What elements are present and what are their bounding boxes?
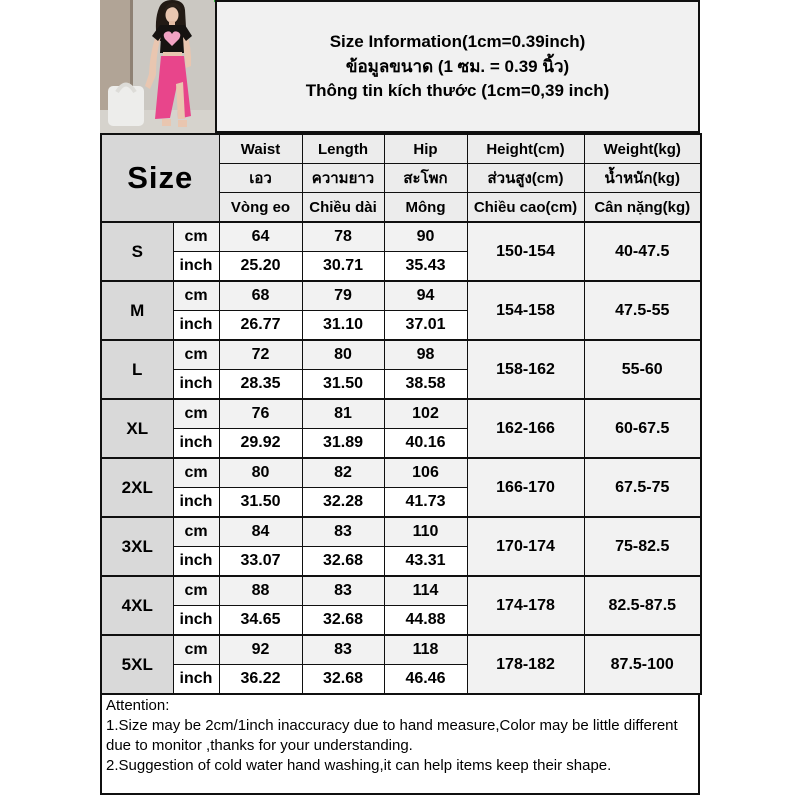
size-label: 3XL bbox=[101, 517, 173, 576]
unit-label-inch: inch bbox=[173, 370, 219, 400]
length-cm-value: 81 bbox=[302, 399, 384, 429]
col-hip-vi: Mông bbox=[384, 193, 467, 223]
weight-range: 67.5-75 bbox=[584, 458, 701, 517]
weight-range: 82.5-87.5 bbox=[584, 576, 701, 635]
unit-label-cm: cm bbox=[173, 517, 219, 547]
height-range: 178-182 bbox=[467, 635, 584, 694]
size-info-title-en: Size Information(1cm=0.39inch) bbox=[329, 32, 586, 52]
size-info-title-th: ข้อมูลขนาด (1 ซม. = 0.39 นิ้ว) bbox=[345, 56, 570, 76]
waist-cm-value: 84 bbox=[219, 517, 302, 547]
size-chart-content bbox=[100, 133, 700, 795]
waist-inch-value: 26.77 bbox=[219, 311, 302, 341]
height-range: 174-178 bbox=[467, 576, 584, 635]
size-label: XL bbox=[101, 399, 173, 458]
height-range: 162-166 bbox=[467, 399, 584, 458]
unit-label-cm: cm bbox=[173, 222, 219, 252]
weight-range: 75-82.5 bbox=[584, 517, 701, 576]
col-weight-vi: Cân nặng(kg) bbox=[584, 193, 701, 223]
size-table-body bbox=[101, 222, 701, 694]
weight-range: 60-67.5 bbox=[584, 399, 701, 458]
unit-label-cm: cm bbox=[173, 458, 219, 488]
table-row-cm bbox=[101, 281, 701, 311]
weight-range: 87.5-100 bbox=[584, 635, 701, 694]
table-row-cm bbox=[101, 340, 701, 370]
unit-label-cm: cm bbox=[173, 281, 219, 311]
col-length-en: Length bbox=[302, 134, 384, 164]
unit-label-cm: cm bbox=[173, 576, 219, 606]
hip-cm-value: 98 bbox=[384, 340, 467, 370]
product-photo bbox=[100, 0, 215, 133]
table-row-cm bbox=[101, 458, 701, 488]
length-cm-value: 83 bbox=[302, 517, 384, 547]
col-waist-th: เอว bbox=[219, 164, 302, 193]
col-length-vi: Chiều dài bbox=[302, 193, 384, 223]
hip-cm-value: 110 bbox=[384, 517, 467, 547]
col-weight-th: น้ำหนัก(kg) bbox=[584, 164, 701, 193]
unit-label-cm: cm bbox=[173, 399, 219, 429]
waist-inch-value: 25.20 bbox=[219, 252, 302, 282]
unit-label-inch: inch bbox=[173, 547, 219, 577]
unit-label-cm: cm bbox=[173, 340, 219, 370]
length-inch-value: 32.68 bbox=[302, 547, 384, 577]
hip-cm-value: 118 bbox=[384, 635, 467, 665]
size-table-header bbox=[101, 134, 701, 222]
waist-inch-value: 34.65 bbox=[219, 606, 302, 636]
length-cm-value: 83 bbox=[302, 576, 384, 606]
col-waist-en: Waist bbox=[219, 134, 302, 164]
attention-line-2: 2.Suggestion of cold water hand washing,it can help items keep their shape. bbox=[106, 757, 612, 775]
attention-box bbox=[100, 693, 700, 795]
length-inch-value: 32.68 bbox=[302, 606, 384, 636]
length-inch-value: 32.68 bbox=[302, 665, 384, 695]
size-label: 5XL bbox=[101, 635, 173, 694]
length-cm-value: 78 bbox=[302, 222, 384, 252]
hip-inch-value: 44.88 bbox=[384, 606, 467, 636]
col-weight-en: Weight(kg) bbox=[584, 134, 701, 164]
hip-inch-value: 41.73 bbox=[384, 488, 467, 518]
length-cm-value: 80 bbox=[302, 340, 384, 370]
hip-inch-value: 43.31 bbox=[384, 547, 467, 577]
header-row-en bbox=[101, 134, 701, 164]
hip-cm-value: 114 bbox=[384, 576, 467, 606]
height-range: 158-162 bbox=[467, 340, 584, 399]
col-hip-en: Hip bbox=[384, 134, 467, 164]
waist-inch-value: 31.50 bbox=[219, 488, 302, 518]
length-inch-value: 31.10 bbox=[302, 311, 384, 341]
table-row-cm bbox=[101, 635, 701, 665]
waist-cm-value: 68 bbox=[219, 281, 302, 311]
height-range: 166-170 bbox=[467, 458, 584, 517]
table-row-cm bbox=[101, 222, 701, 252]
size-info-header bbox=[215, 0, 700, 133]
size-column-title: Size bbox=[101, 134, 219, 222]
weight-range: 55-60 bbox=[584, 340, 701, 399]
length-cm-value: 79 bbox=[302, 281, 384, 311]
length-cm-value: 83 bbox=[302, 635, 384, 665]
attention-line-1: 1.Size may be 2cm/1inch inaccuracy due to hand measure,Color may be little different due to monitor ,thanks for your understanding. bbox=[106, 717, 678, 755]
height-range: 170-174 bbox=[467, 517, 584, 576]
size-label: S bbox=[101, 222, 173, 281]
waist-cm-value: 92 bbox=[219, 635, 302, 665]
size-label: 2XL bbox=[101, 458, 173, 517]
table-row-cm bbox=[101, 517, 701, 547]
hip-cm-value: 90 bbox=[384, 222, 467, 252]
col-height-th: ส่วนสูง(cm) bbox=[467, 164, 584, 193]
hip-cm-value: 102 bbox=[384, 399, 467, 429]
waist-cm-value: 88 bbox=[219, 576, 302, 606]
col-length-th: ความยาว bbox=[302, 164, 384, 193]
hip-inch-value: 38.58 bbox=[384, 370, 467, 400]
unit-label-inch: inch bbox=[173, 311, 219, 341]
col-waist-vi: Vòng eo bbox=[219, 193, 302, 223]
waist-inch-value: 29.92 bbox=[219, 429, 302, 459]
length-cm-value: 82 bbox=[302, 458, 384, 488]
hip-cm-value: 94 bbox=[384, 281, 467, 311]
unit-label-cm: cm bbox=[173, 635, 219, 665]
size-label: 4XL bbox=[101, 576, 173, 635]
hip-inch-value: 46.46 bbox=[384, 665, 467, 695]
hip-inch-value: 35.43 bbox=[384, 252, 467, 282]
waist-cm-value: 72 bbox=[219, 340, 302, 370]
table-row-cm bbox=[101, 399, 701, 429]
waist-inch-value: 36.22 bbox=[219, 665, 302, 695]
attention-title: Attention: bbox=[106, 697, 170, 714]
hip-inch-value: 40.16 bbox=[384, 429, 467, 459]
waist-inch-value: 33.07 bbox=[219, 547, 302, 577]
weight-range: 40-47.5 bbox=[584, 222, 701, 281]
size-info-title-vi: Thông tin kích thước (1cm=0,39 inch) bbox=[305, 81, 610, 101]
unit-label-inch: inch bbox=[173, 488, 219, 518]
waist-cm-value: 76 bbox=[219, 399, 302, 429]
weight-range: 47.5-55 bbox=[584, 281, 701, 340]
unit-label-inch: inch bbox=[173, 606, 219, 636]
product-photo-illustration bbox=[100, 0, 215, 133]
length-inch-value: 32.28 bbox=[302, 488, 384, 518]
unit-label-inch: inch bbox=[173, 665, 219, 695]
col-height-en: Height(cm) bbox=[467, 134, 584, 164]
waist-cm-value: 64 bbox=[219, 222, 302, 252]
height-range: 150-154 bbox=[467, 222, 584, 281]
col-height-vi: Chiều cao(cm) bbox=[467, 193, 584, 223]
table-row-cm bbox=[101, 576, 701, 606]
waist-inch-value: 28.35 bbox=[219, 370, 302, 400]
hip-cm-value: 106 bbox=[384, 458, 467, 488]
waist-cm-value: 80 bbox=[219, 458, 302, 488]
size-label: L bbox=[101, 340, 173, 399]
length-inch-value: 31.89 bbox=[302, 429, 384, 459]
height-range: 154-158 bbox=[467, 281, 584, 340]
length-inch-value: 31.50 bbox=[302, 370, 384, 400]
length-inch-value: 30.71 bbox=[302, 252, 384, 282]
unit-label-inch: inch bbox=[173, 429, 219, 459]
hip-inch-value: 37.01 bbox=[384, 311, 467, 341]
size-label: M bbox=[101, 281, 173, 340]
size-table bbox=[100, 133, 702, 695]
col-hip-th: สะโพก bbox=[384, 164, 467, 193]
unit-label-inch: inch bbox=[173, 252, 219, 282]
